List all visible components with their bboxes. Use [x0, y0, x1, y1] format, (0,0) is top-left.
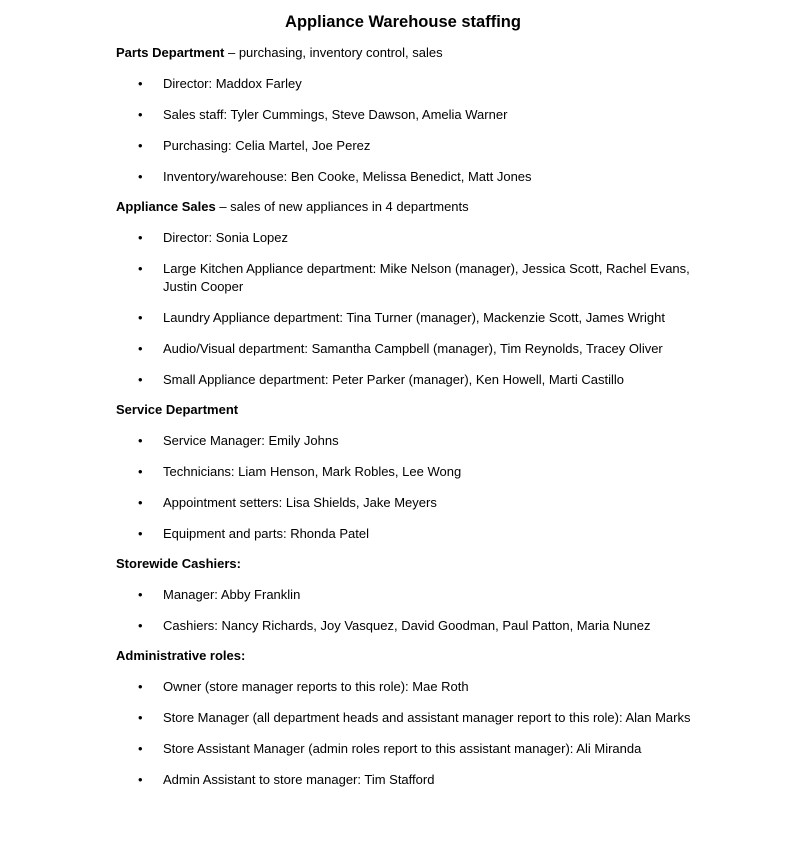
bullet-icon: • [138, 169, 143, 184]
list-item-text: Admin Assistant to store manager: Tim Stafford [163, 772, 435, 787]
list-item-text: Appointment setters: Lisa Shields, Jake Meyers [163, 495, 437, 510]
bullet-icon: • [138, 618, 143, 633]
list-item [116, 525, 703, 543]
list-item-text: Director: Sonia Lopez [163, 230, 289, 245]
bullet-icon: • [138, 138, 143, 153]
list-item [116, 771, 703, 789]
list-item-text: Service Manager: Emily Johns [163, 433, 339, 448]
bullet-icon: • [138, 495, 143, 510]
bullet-icon: • [138, 710, 143, 725]
bullet-list [116, 75, 716, 186]
list-item [116, 494, 703, 512]
section-heading [116, 647, 716, 665]
list-item [116, 432, 703, 450]
section-heading [116, 401, 716, 419]
section-title: Service Department [116, 402, 239, 417]
list-item [116, 371, 703, 389]
bullet-icon: • [138, 372, 143, 387]
list-item [116, 260, 703, 296]
section-heading [116, 198, 716, 216]
list-item [116, 617, 703, 635]
list-item-text: Technicians: Liam Henson, Mark Robles, Lee Wong [163, 464, 462, 479]
bullet-icon: • [138, 464, 143, 479]
list-item [116, 463, 703, 481]
bullet-icon: • [138, 261, 143, 276]
bullet-icon: • [138, 526, 143, 541]
list-item [116, 340, 703, 358]
section-title: Appliance Sales [116, 199, 216, 214]
bullet-icon: • [138, 679, 143, 694]
bullet-icon: • [138, 587, 143, 602]
section-description: – sales of new appliances in 4 departments [215, 199, 469, 214]
list-item [116, 137, 703, 155]
bullet-list [116, 432, 716, 543]
list-item-text: Small Appliance department: Peter Parker (manager), Ken Howell, Marti Castillo [163, 372, 624, 387]
list-item [116, 229, 703, 247]
list-item [116, 678, 703, 696]
list-item [116, 740, 703, 758]
document-title: Appliance Warehouse staffing [285, 13, 521, 31]
list-item-text: Owner (store manager reports to this role): Mae Roth [163, 679, 469, 694]
bullet-icon: • [138, 741, 143, 756]
list-item [116, 709, 703, 727]
list-item-text: Director: Maddox Farley [163, 76, 302, 91]
list-item-text: Equipment and parts: Rhonda Patel [163, 526, 369, 541]
bullet-icon: • [138, 310, 143, 325]
bullet-icon: • [138, 433, 143, 448]
section-storewide-cashiers [116, 555, 716, 635]
section-heading [116, 44, 716, 62]
section-title: Administrative roles: [116, 648, 246, 663]
list-item-text: Laundry Appliance department: Tina Turner (manager), Mackenzie Scott, James Wright [163, 310, 665, 325]
list-item [116, 168, 703, 186]
section-parts-department [116, 44, 716, 186]
list-item-text: Sales staff: Tyler Cummings, Steve Dawson, Amelia Warner [163, 107, 508, 122]
bullet-icon: • [138, 76, 143, 91]
list-item-text: Store Assistant Manager (admin roles report to this assistant manager): Ali Miranda [163, 741, 642, 756]
list-item-text: Audio/Visual department: Samantha Campbell (manager), Tim Reynolds, Tracey Oliver [163, 341, 663, 356]
section-title: Parts Department [116, 45, 225, 60]
section-appliance-sales [116, 198, 716, 389]
section-administrative-roles [116, 647, 716, 789]
list-item-text: Manager: Abby Franklin [163, 587, 301, 602]
list-item-text: Store Manager (all department heads and assistant manager report to this role): Alan Marks [163, 710, 691, 725]
list-item [116, 106, 703, 124]
bullet-list [116, 678, 716, 789]
bullet-icon: • [138, 341, 143, 356]
section-title: Storewide Cashiers: [116, 556, 241, 571]
list-item-text: Purchasing: Celia Martel, Joe Perez [163, 138, 371, 153]
list-item-text: Inventory/warehouse: Ben Cooke, Melissa Benedict, Matt Jones [163, 169, 532, 184]
bullet-icon: • [138, 230, 143, 245]
list-item [116, 586, 703, 604]
list-item-text: Large Kitchen Appliance department: Mike Nelson (manager), Jessica Scott, Rachel Evans, Justin Cooper [163, 261, 690, 294]
bullet-icon: • [138, 107, 143, 122]
bullet-icon: • [138, 772, 143, 787]
list-item [116, 75, 703, 93]
document-body [116, 44, 716, 789]
bullet-list [116, 229, 716, 389]
list-item [116, 309, 703, 327]
bullet-list [116, 586, 716, 635]
section-description: – purchasing, inventory control, sales [224, 45, 443, 60]
list-item-text: Cashiers: Nancy Richards, Joy Vasquez, David Goodman, Paul Patton, Maria Nunez [163, 618, 651, 633]
section-heading [116, 555, 716, 573]
section-service-department [116, 401, 716, 543]
